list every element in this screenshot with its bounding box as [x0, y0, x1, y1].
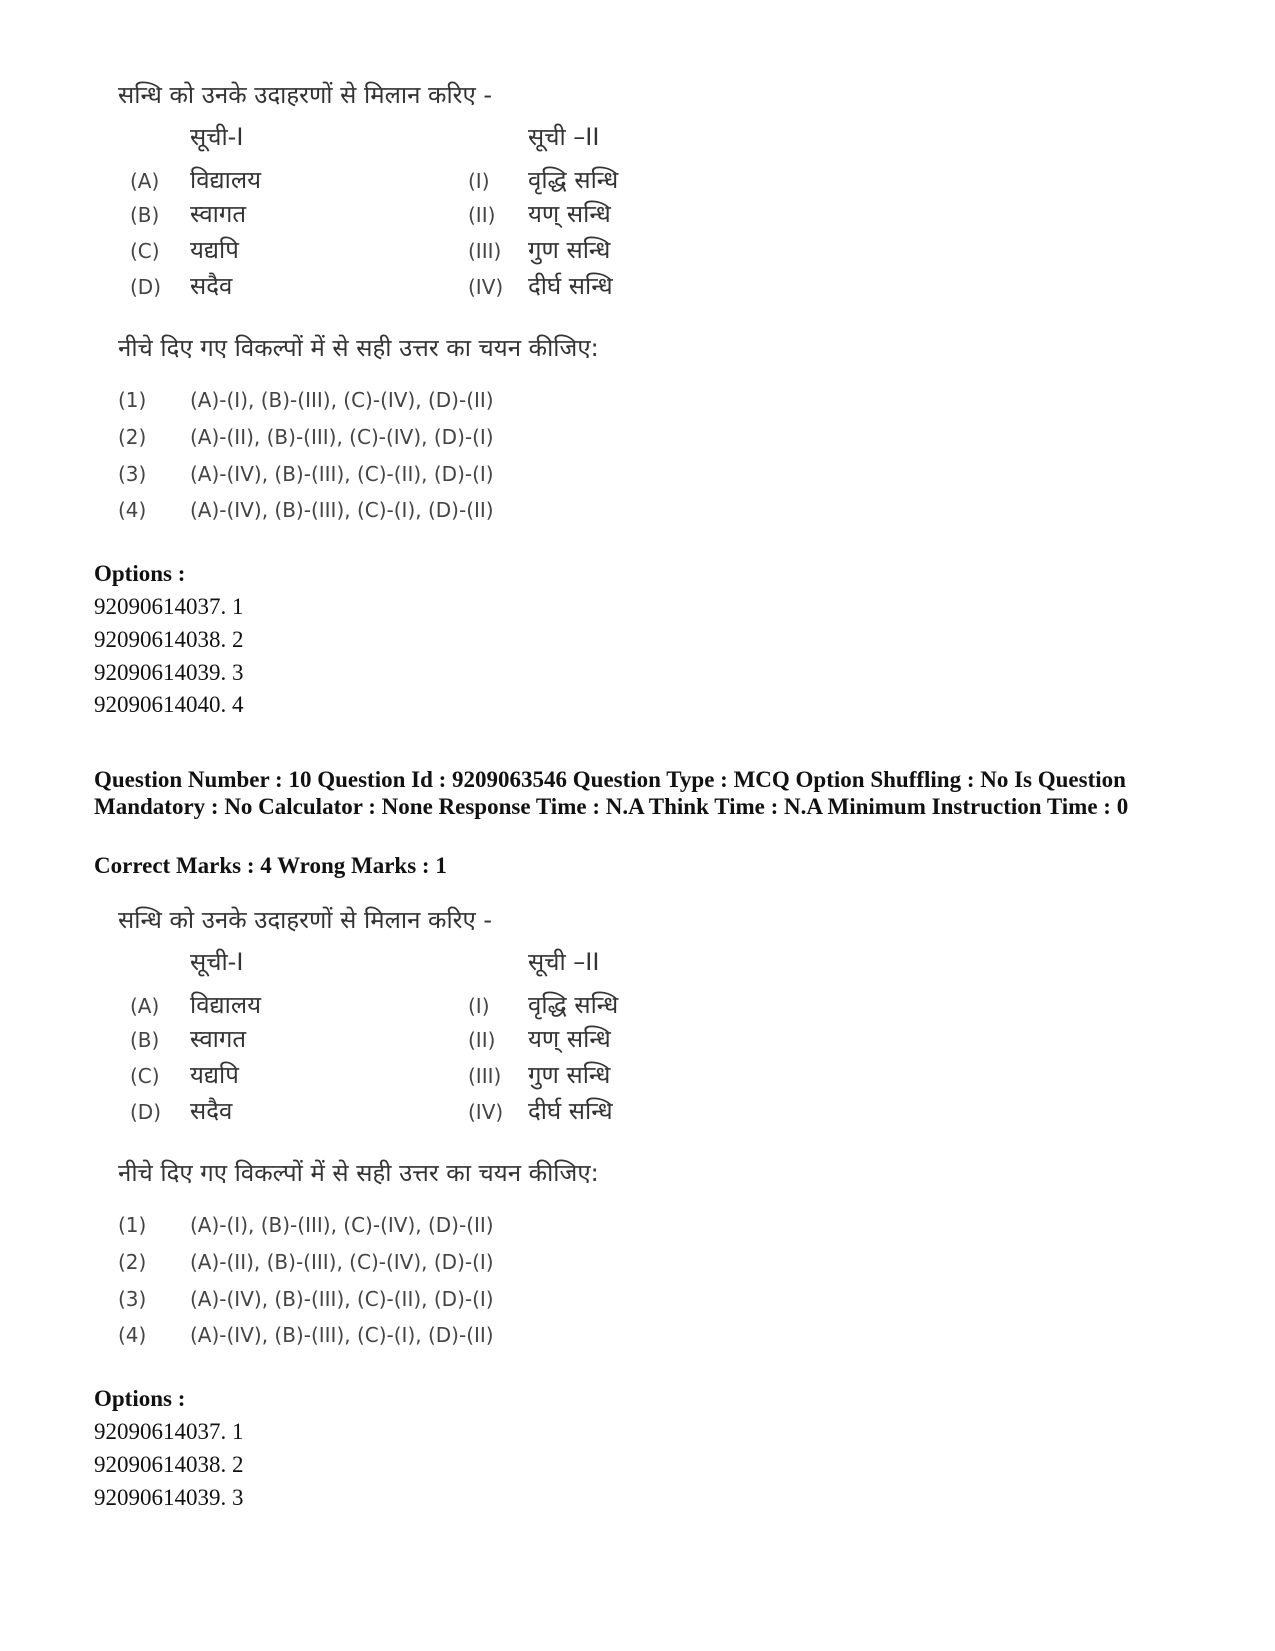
list-1-header: सूची-I: [190, 123, 244, 151]
choice-number: (3): [118, 1287, 147, 1311]
row-label: (C): [130, 1064, 160, 1088]
row-label: (B): [130, 1028, 160, 1052]
row-match: दीर्घ सन्धि: [528, 272, 613, 300]
question-marks: Correct Marks : 4 Wrong Marks : 1: [94, 853, 447, 878]
options-heading: Options :: [94, 561, 186, 586]
row-item: सदैव: [190, 272, 233, 300]
answer-choice: [108, 1287, 728, 1317]
row-match: दीर्घ सन्धि: [528, 1097, 613, 1125]
row-label: (D): [130, 275, 162, 299]
choice-text: (A)-(IV), (B)-(III), (C)-(II), (D)-(I): [190, 1287, 494, 1311]
choice-text: (A)-(IV), (B)-(III), (C)-(I), (D)-(II): [190, 1323, 494, 1347]
option-line: 92090614037. 1: [94, 1419, 244, 1444]
choice-number: (4): [118, 1323, 147, 1347]
row-item: विद्यालय: [190, 991, 262, 1019]
row-numeral: (II): [468, 203, 496, 227]
choice-text: (A)-(I), (B)-(III), (C)-(IV), (D)-(II): [190, 388, 494, 412]
row-match: यण् सन्धि: [528, 1025, 611, 1053]
select-answer-prompt: नीचे दिए गए विकल्पों में से सही उत्तर का चयन कीजिए:: [118, 1159, 599, 1187]
row-match: वृद्धि सन्धि: [528, 991, 619, 1019]
row-match: गुण सन्धि: [528, 236, 611, 264]
list-2-header: सूची –II: [528, 123, 600, 151]
choice-text: (A)-(I), (B)-(III), (C)-(IV), (D)-(II): [190, 1213, 494, 1237]
row-numeral: (III): [468, 239, 502, 263]
choice-number: (2): [118, 425, 147, 449]
option-line: 92090614039. 3: [94, 660, 244, 685]
match-row: [108, 1058, 728, 1092]
choice-number: (3): [118, 462, 147, 486]
answer-choice: [108, 1213, 728, 1243]
option-line: 92090614039. 3: [94, 1485, 244, 1510]
choice-number: (1): [118, 388, 147, 412]
select-answer-prompt: नीचे दिए गए विकल्पों में से सही उत्तर का चयन कीजिए:: [118, 334, 599, 362]
choice-text: (A)-(II), (B)-(III), (C)-(IV), (D)-(I): [190, 1250, 494, 1274]
list-2-header: सूची –II: [528, 948, 600, 976]
question-image-2: [108, 903, 728, 1373]
answer-choice: [108, 388, 728, 418]
row-label: (D): [130, 1100, 162, 1124]
option-line: 92090614038. 2: [94, 1452, 244, 1477]
row-numeral: (IV): [468, 275, 504, 299]
question-metadata: Question Number : 10 Question Id : 9209063546 Question Type : MCQ Option Shuffling : No Is Question Mandatory : No Calculator : None Response Time : N.A Think Time : N.A Minimum Instruction Time : 0: [94, 767, 1129, 819]
row-item: यद्यपि: [190, 236, 239, 264]
match-row: [108, 1094, 728, 1128]
row-label: (C): [130, 239, 160, 263]
question-image-1: [108, 78, 728, 548]
row-item: यद्यपि: [190, 1061, 239, 1089]
match-row: [108, 1022, 728, 1056]
answer-choice: [108, 498, 728, 528]
choice-number: (2): [118, 1250, 147, 1274]
match-row: [108, 233, 728, 267]
row-numeral: (II): [468, 1028, 496, 1052]
row-match: गुण सन्धि: [528, 1061, 611, 1089]
match-row: [108, 163, 728, 197]
choice-number: (1): [118, 1213, 147, 1237]
choice-number: (4): [118, 498, 147, 522]
row-label: (B): [130, 203, 160, 227]
list-1-header: सूची-I: [190, 948, 244, 976]
answer-choice: [108, 1323, 728, 1353]
row-numeral: (III): [468, 1064, 502, 1088]
match-row: [108, 197, 728, 231]
answer-choice: [108, 1250, 728, 1280]
row-numeral: (IV): [468, 1100, 504, 1124]
row-item: सदैव: [190, 1097, 233, 1125]
answer-choice: [108, 462, 728, 492]
match-row: [108, 988, 728, 1022]
row-label: (A): [130, 169, 160, 193]
answer-choice: [108, 425, 728, 455]
option-line: 92090614040. 4: [94, 692, 244, 717]
row-numeral: (I): [468, 169, 490, 193]
options-heading: Options :: [94, 1386, 186, 1411]
option-line: 92090614038. 2: [94, 627, 244, 652]
match-row: [108, 269, 728, 303]
row-item: स्वागत: [190, 200, 247, 228]
row-numeral: (I): [468, 994, 490, 1018]
match-instruction: सन्धि को उनके उदाहरणों से मिलान करिए -: [118, 81, 493, 109]
row-item: विद्यालय: [190, 166, 262, 194]
row-match: यण् सन्धि: [528, 200, 611, 228]
match-instruction: सन्धि को उनके उदाहरणों से मिलान करिए -: [118, 906, 493, 934]
row-label: (A): [130, 994, 160, 1018]
choice-text: (A)-(IV), (B)-(III), (C)-(II), (D)-(I): [190, 462, 494, 486]
choice-text: (A)-(II), (B)-(III), (C)-(IV), (D)-(I): [190, 425, 494, 449]
choice-text: (A)-(IV), (B)-(III), (C)-(I), (D)-(II): [190, 498, 494, 522]
row-match: वृद्धि सन्धि: [528, 166, 619, 194]
option-line: 92090614037. 1: [94, 594, 244, 619]
row-item: स्वागत: [190, 1025, 247, 1053]
